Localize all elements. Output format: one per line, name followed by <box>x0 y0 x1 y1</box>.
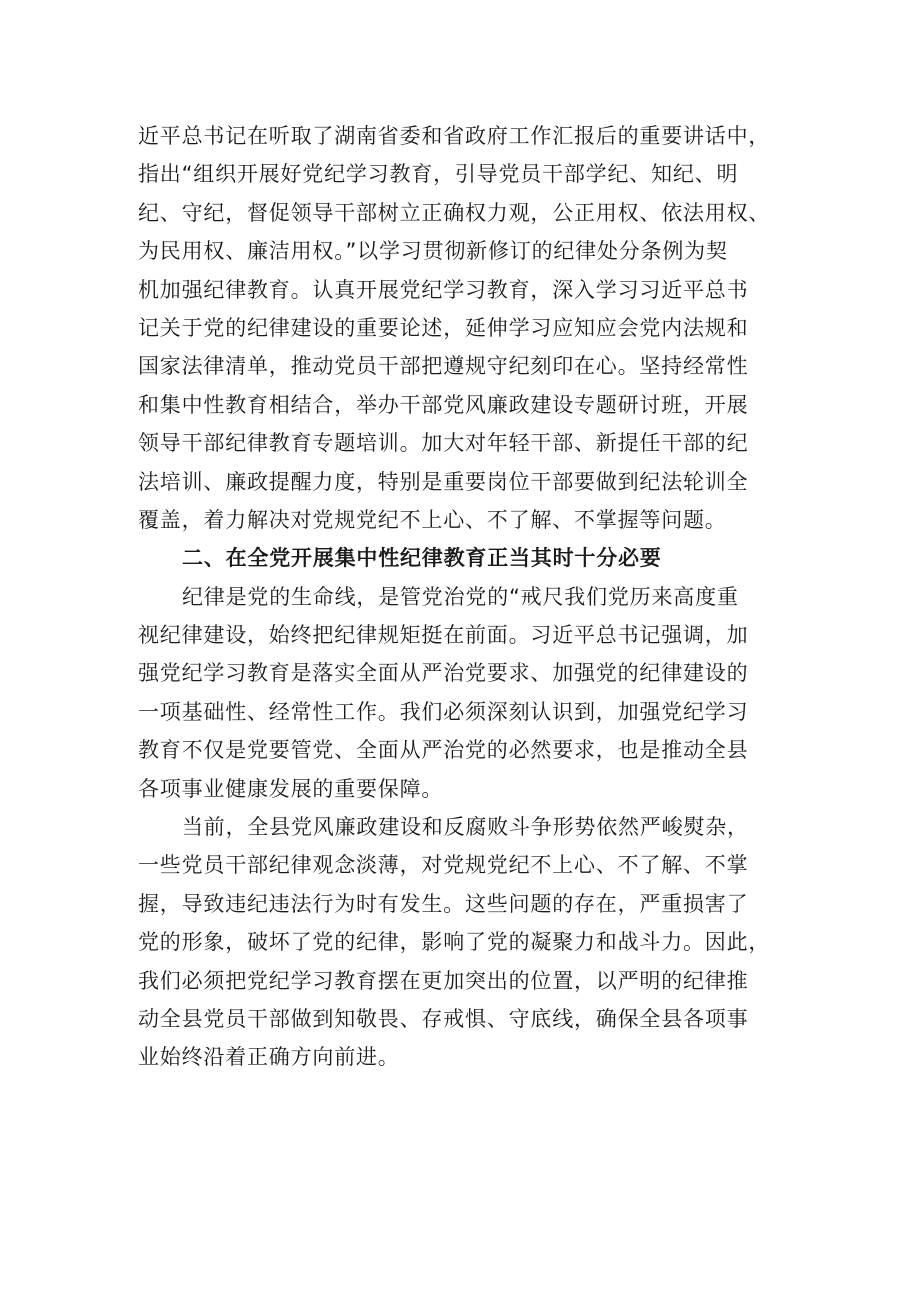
text-line: 纪、守纪，督促领导干部树立正确权力观，公正用权、依法用权、 <box>138 200 771 225</box>
text-line: 我们必须把党纪学习教育摆在更加突出的位置，以严明的纪律推 <box>138 968 749 993</box>
text-line: 动全县党员干部做到知敬畏、存戒惧、守底线，确保全县各项事 <box>138 1006 749 1031</box>
text-line: 当前，全县党风廉政建设和反腐败斗争形势依然严峻熨杂， <box>182 815 749 840</box>
document-body <box>138 117 798 1077</box>
text-line: 纪律是党的生命线，是管党治党的“戒尺我们党历来高度重 <box>182 584 739 609</box>
text-line: 记关于党的纪律建设的重要论述，延伸学习应知应会党内法规和 <box>138 315 749 340</box>
section-heading: 二、在全党开展集中性纪律教育正当其时十分必要 <box>182 546 662 571</box>
text-line: 业始终沿着正确方向前进。 <box>138 1045 400 1070</box>
text-line: 握，导致违纪违法行为时有发生。这些问题的存在，严重损害了 <box>138 891 749 916</box>
text-line: 一项基础性、经常性工作。我们必须深刻认识到，加强党纪学习 <box>138 699 749 724</box>
text-line: 视纪律建设，始终把纪律规矩挺在前面。习近平总书记强调，加 <box>138 623 749 648</box>
text-line: 一些党员干部纪律观念淡薄，对党规党纪不上心、不了解、不掌 <box>138 853 749 878</box>
text-line: 各项事业健康发展的重要保障。 <box>138 776 444 801</box>
text-line: 机加强纪律教育。认真开展党纪学习教育，深入学习习近平总书 <box>138 277 749 302</box>
text-line: 和集中性教育相结合，举办干部党风廉政建设专题研讨班，开展 <box>138 392 749 417</box>
text-line: 国家法律清单，推动党员干部把遵规守纪刻印在心。坚持经常性 <box>138 354 749 379</box>
paragraph-3 <box>138 808 798 1077</box>
text-line: 法培训、廉政提醒力度，特别是重要岗位干部要做到纪法轮训全 <box>138 469 749 494</box>
text-line: 指出“组织开展好党纪学习教育，引导党员干部学纪、知纪、明 <box>138 162 739 187</box>
paragraph-1 <box>138 117 798 539</box>
text-line: 为民用权、廉洁用权。”以学习贯彻新修订的纪律处分条例为契 <box>138 239 728 264</box>
text-line: 党的形象，破坏了党的纪律，影响了党的凝聚力和战斗力。因此， <box>138 930 771 955</box>
text-line: 覆盖，着力解决对党规党纪不上心、不了解、不掌握等问题。 <box>138 507 727 532</box>
text-line: 教育不仅是党要管党、全面从严治党的必然要求，也是推动全县 <box>138 738 749 763</box>
text-line: 领导干部纪律教育专题培训。加大对年轻干部、新提任干部的纪 <box>138 431 749 456</box>
paragraph-2 <box>138 578 798 808</box>
text-line: 强党纪学习教育是落实全面从严治党要求、加强党的纪律建设的 <box>138 661 749 686</box>
text-line: 近平总书记在听取了湖南省委和省政府工作汇报后的重要讲话中， <box>138 124 771 148</box>
